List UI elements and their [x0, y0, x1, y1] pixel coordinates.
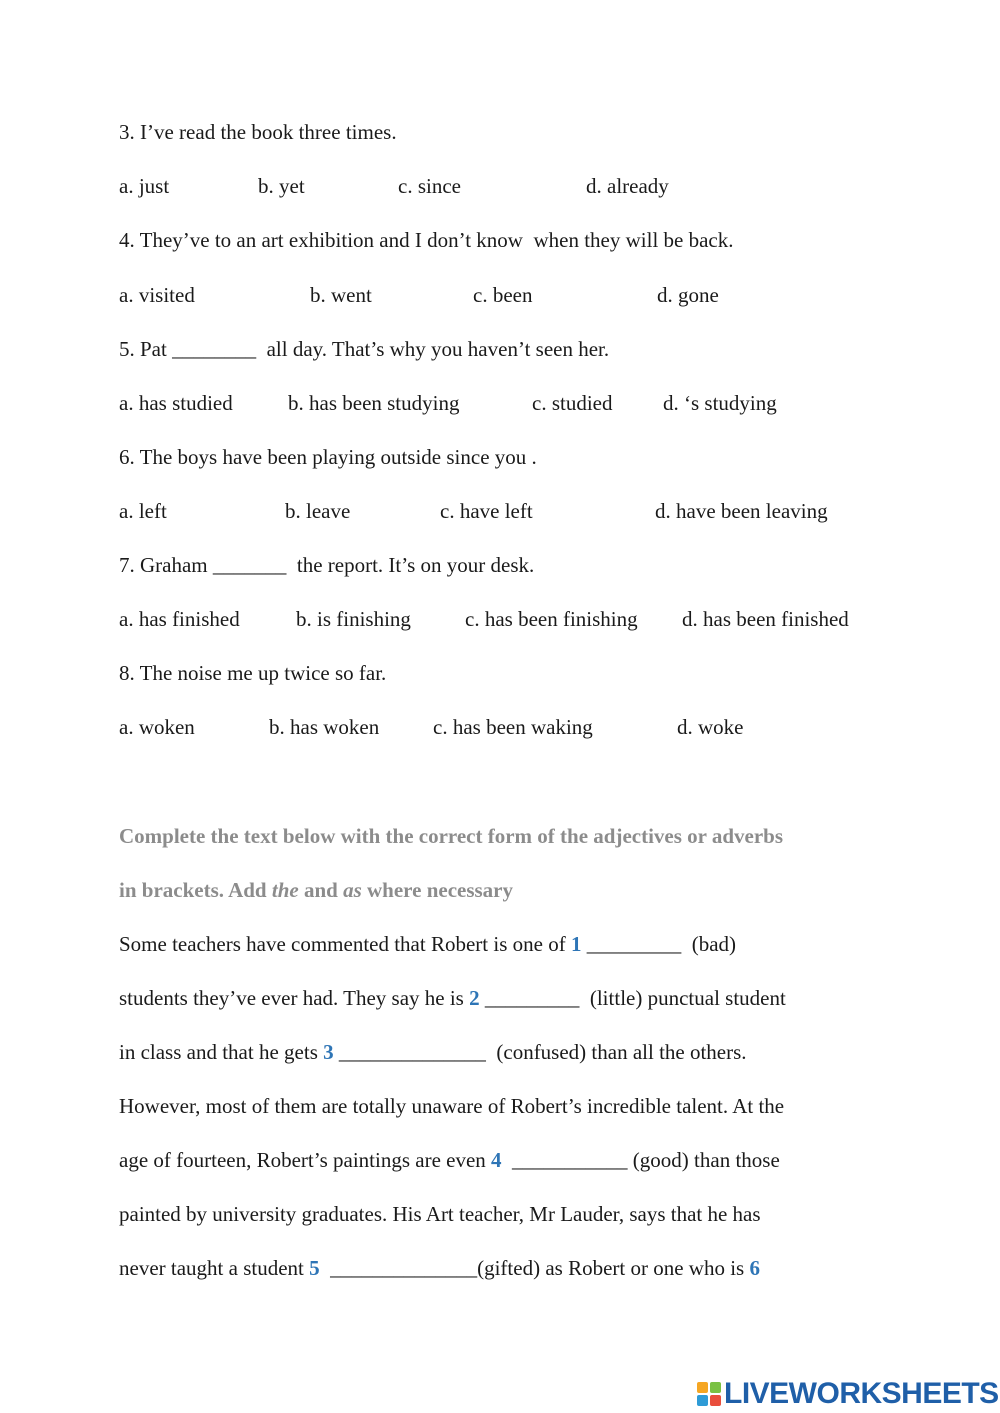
passage-line-7 [119, 1255, 760, 1281]
instruction-text: where necessary [361, 878, 514, 902]
passage-line-6: painted by university graduates. His Art teacher, Mr Lauder, says that he has [119, 1202, 761, 1226]
question-4-option-c: c. been [473, 283, 533, 307]
question-5-option-c: c. studied [532, 391, 613, 415]
passage-text: Some teachers have commented that Robert is one of [119, 932, 571, 956]
question-8-option-b: b. has woken [269, 715, 380, 739]
passage-text: in class and that he gets [119, 1040, 324, 1064]
instruction-word-as: as [343, 878, 362, 902]
question-7-option-d: d. has been finished [682, 607, 849, 631]
passage-line-2 [119, 985, 786, 1011]
question-5-stem: 5. Pat ________ all day. That’s why you haven’t seen her. [119, 337, 610, 361]
logo-square-icon [710, 1395, 721, 1406]
question-3-option-c: c. since [398, 174, 461, 198]
passage-text: never taught a student [119, 1256, 310, 1280]
question-8-stem: 8. The noise me up twice so far. [119, 661, 387, 685]
passage-text: students they’ve ever had. They say he is [119, 986, 470, 1010]
question-8-option-c: c. has been waking [433, 715, 593, 739]
question-7-option-b: b. is finishing [296, 607, 411, 631]
logo-square-icon [710, 1382, 721, 1393]
gap-number-5: 5 [309, 1256, 320, 1280]
liveworksheets-logo-text: LIVEWORKSHEETS [724, 1377, 999, 1410]
question-6-option-d: d. have been leaving [655, 499, 828, 523]
passage-line-4: However, most of them are totally unaware of Robert’s incredible talent. At the [119, 1094, 785, 1118]
logo-square-icon [697, 1395, 708, 1406]
passage-text: age of fourteen, Robert’s paintings are even [119, 1148, 492, 1172]
gap-number-1: 1 [570, 932, 582, 956]
question-7-option-a: a. has finished [119, 607, 240, 631]
gap-blank-1: _________ (bad) [581, 932, 737, 956]
instruction-text: and [298, 878, 344, 902]
gap-number-3: 3 [323, 1040, 334, 1064]
question-5-option-d: d. ‘s studying [663, 391, 777, 415]
instruction-line-2 [119, 877, 513, 903]
passage-line-5 [119, 1147, 780, 1173]
question-4-option-d: d. gone [657, 283, 719, 307]
instruction-word-the: the [271, 878, 299, 902]
liveworksheets-logo [697, 1378, 999, 1410]
question-3-option-b: b. yet [258, 174, 305, 198]
question-3-stem: 3. I’ve read the book three times. [119, 120, 397, 144]
question-5-option-a: a. has studied [119, 391, 233, 415]
gap-blank-4: ___________ (good) than those [501, 1148, 780, 1172]
question-4-option-b: b. went [310, 283, 372, 307]
gap-blank-3: ______________ (confused) than all the others. [333, 1040, 747, 1064]
question-3-option-d: d. already [586, 174, 669, 198]
question-8-option-d: d. woke [677, 715, 744, 739]
instruction-text: in brackets. Add [119, 878, 272, 902]
question-6-option-c: c. have left [440, 499, 533, 523]
question-3-option-a: a. just [119, 174, 170, 198]
question-8-option-a: a. woken [119, 715, 195, 739]
question-6-stem: 6. The boys have been playing outside since you . [119, 445, 537, 469]
logo-square-icon [697, 1382, 708, 1393]
passage-line-1 [119, 931, 736, 957]
gap-number-2: 2 [469, 986, 480, 1010]
question-6-option-a: a. left [119, 499, 167, 523]
liveworksheets-logo-icon [697, 1382, 721, 1406]
gap-blank-2: _________ (little) punctual student [479, 986, 786, 1010]
gap-number-4: 4 [491, 1148, 502, 1172]
question-4-stem: 4. They’ve to an art exhibition and I don’t know when they will be back. [119, 228, 734, 252]
question-7-stem: 7. Graham _______ the report. It’s on your desk. [119, 553, 535, 577]
question-6-option-b: b. leave [285, 499, 351, 523]
passage-line-3 [119, 1039, 747, 1065]
question-7-option-c: c. has been finishing [465, 607, 638, 631]
question-4-option-a: a. visited [119, 283, 195, 307]
gap-number-6: 6 [749, 1256, 760, 1280]
gap-blank-5: ______________(gifted) as Robert or one who is [319, 1256, 750, 1280]
instruction-line-1: Complete the text below with the correct form of the adjectives or adverbs [119, 824, 784, 848]
question-5-option-b: b. has been studying [288, 391, 460, 415]
